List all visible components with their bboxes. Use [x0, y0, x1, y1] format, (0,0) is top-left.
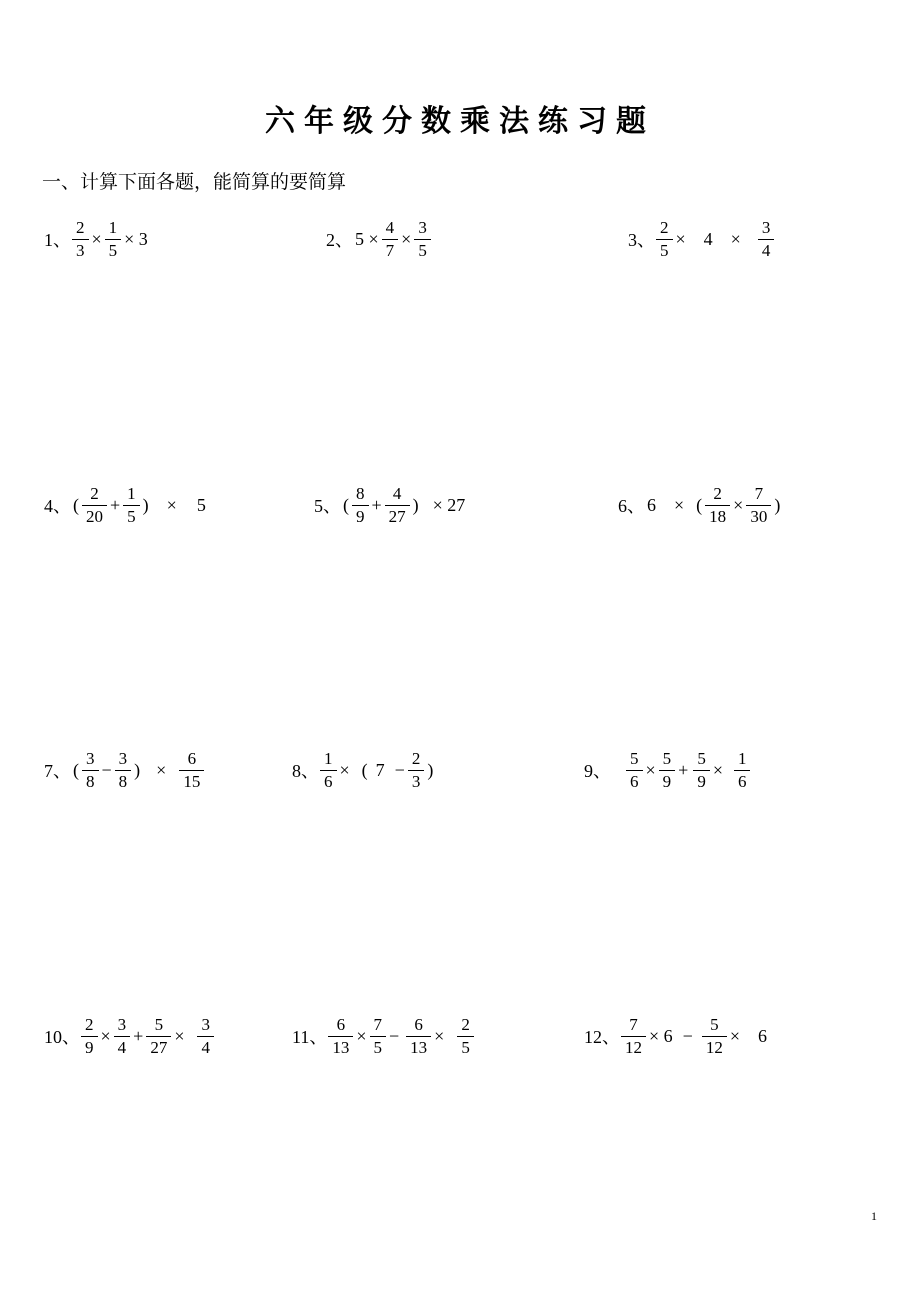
math-operator: × [712, 759, 723, 780]
problem-label: 6、 [618, 496, 645, 516]
worksheet-title: 六年级分数乘法练习题 [265, 104, 655, 139]
fraction [105, 217, 122, 262]
math-operator: ) [142, 494, 149, 515]
math-operator: + [678, 759, 689, 780]
problem-10 [44, 1004, 215, 1068]
problem-1 [44, 207, 150, 271]
fraction-numerator: 7 [373, 1014, 382, 1034]
fraction-denominator: 12 [702, 1036, 727, 1059]
math-operator: ( [361, 759, 368, 780]
fraction-denominator: 8 [115, 770, 132, 793]
fraction-denominator: 8 [82, 770, 99, 793]
fraction [457, 1014, 474, 1059]
math-operator: 4 [703, 228, 713, 249]
problem-label: 7、 [44, 761, 71, 781]
problem-6 [618, 473, 782, 537]
fraction-denominator: 5 [123, 505, 140, 528]
fraction [621, 1014, 646, 1059]
problem-label: 2、 [326, 230, 353, 250]
fraction [693, 748, 710, 793]
fraction-denominator: 3 [408, 770, 425, 793]
math-operator: × [356, 1025, 367, 1046]
fraction [406, 1014, 431, 1059]
math-operator: 5 [196, 494, 206, 515]
fraction-numerator: 4 [385, 217, 395, 237]
fraction [146, 1014, 171, 1059]
math-operator: ) [412, 494, 419, 515]
problem-3 [628, 207, 775, 271]
fraction-denominator: 9 [659, 770, 676, 793]
fraction-numerator: 7 [754, 483, 764, 503]
fraction-denominator: 12 [621, 1036, 646, 1059]
page-number: 1 [871, 1209, 877, 1223]
fraction [179, 748, 204, 793]
math-operator: ) [134, 759, 141, 780]
section-heading: 一、计算下面各题，能简算的要简算 [42, 171, 347, 193]
fraction [382, 217, 399, 262]
problem-label: 10、 [44, 1027, 80, 1047]
fraction-denominator: 9 [81, 1036, 98, 1059]
fraction-numerator: 5 [154, 1014, 164, 1034]
problem-label: 5、 [314, 496, 341, 516]
fraction-denominator: 13 [406, 1036, 431, 1059]
math-operator: × [156, 759, 167, 780]
fraction-denominator: 18 [705, 505, 730, 528]
problem-label: 8、 [292, 761, 319, 781]
problem-4 [44, 473, 208, 537]
problem-label: 12、 [584, 1027, 620, 1047]
fraction-numerator: 5 [662, 748, 672, 768]
math-operator: 5 × [355, 228, 379, 249]
math-operator: + [110, 494, 121, 515]
math-operator: + [133, 1025, 144, 1046]
fraction-numerator: 6 [336, 1014, 346, 1034]
math-operator: ) [427, 759, 434, 780]
fraction-numerator: 2 [411, 748, 421, 768]
fraction [115, 748, 132, 793]
problem-12 [584, 1004, 769, 1068]
fraction-numerator: 7 [629, 1014, 638, 1034]
problem-9 [584, 738, 751, 802]
fraction-numerator: 5 [697, 748, 706, 768]
problem-2 [326, 207, 432, 271]
fraction-denominator: 3 [72, 239, 89, 262]
fraction-numerator: 3 [761, 217, 771, 237]
math-operator: × [100, 1025, 111, 1046]
fraction [82, 483, 107, 528]
fraction-denominator: 4 [197, 1036, 214, 1059]
fraction-numerator: 5 [630, 748, 639, 768]
problem-label: 11、 [292, 1027, 328, 1047]
fraction-denominator: 7 [382, 239, 399, 262]
fraction [414, 217, 431, 262]
math-operator: − [389, 1025, 400, 1046]
problem-11 [292, 1004, 475, 1068]
math-operator: ( [73, 759, 79, 780]
fraction-denominator: 13 [328, 1036, 353, 1059]
fraction-numerator: 8 [356, 483, 365, 503]
fraction [82, 748, 99, 793]
math-operator: × [339, 759, 350, 780]
math-operator: 7 [375, 759, 385, 780]
fraction-denominator: 6 [320, 770, 337, 793]
fraction-denominator: 9 [352, 505, 369, 528]
math-operator: 6 [647, 494, 656, 515]
math-operator: + [371, 494, 382, 515]
fraction-numerator: 3 [117, 1014, 127, 1034]
math-operator: × [434, 1025, 445, 1046]
fraction-numerator: 2 [713, 483, 722, 503]
problem-label: 1、 [44, 230, 71, 250]
fraction-denominator: 5 [656, 239, 673, 262]
fraction-denominator: 5 [370, 1036, 387, 1059]
math-operator: × 27 [432, 494, 466, 515]
fraction-denominator: 27 [146, 1036, 171, 1059]
fraction-numerator: 3 [418, 217, 427, 237]
math-operator: × [645, 759, 656, 780]
problem-8 [292, 738, 435, 802]
math-operator: ( [696, 494, 703, 515]
fraction-numerator: 6 [414, 1014, 423, 1034]
fraction-numerator: 1 [737, 748, 747, 768]
fraction [758, 217, 775, 262]
fraction [408, 748, 425, 793]
fraction [328, 1014, 353, 1059]
fraction [72, 217, 89, 262]
fraction-numerator: 1 [127, 483, 136, 503]
problem-7 [44, 738, 205, 802]
fraction-denominator: 27 [385, 505, 410, 528]
fraction [123, 483, 140, 528]
fraction-numerator: 5 [710, 1014, 719, 1034]
fraction-denominator: 6 [734, 770, 751, 793]
fraction-numerator: 2 [76, 217, 85, 237]
math-operator: × 6 [649, 1025, 673, 1046]
fraction-numerator: 3 [118, 748, 128, 768]
fraction [746, 483, 771, 528]
fraction-denominator: 9 [693, 770, 710, 793]
fraction [734, 748, 751, 793]
math-operator: − [394, 759, 405, 780]
fraction [114, 1014, 131, 1059]
fraction-numerator: 3 [86, 748, 95, 768]
fraction-denominator: 5 [457, 1036, 474, 1059]
fraction-denominator: 6 [626, 770, 643, 793]
problem-label: 3、 [628, 230, 655, 250]
fraction-numerator: 1 [108, 217, 118, 237]
fraction [81, 1014, 98, 1059]
math-operator: × [729, 1025, 740, 1046]
fraction-numerator: 6 [187, 748, 197, 768]
math-operator: × [674, 494, 685, 515]
fraction [370, 1014, 387, 1059]
math-operator: − [682, 1025, 693, 1046]
fraction-denominator: 4 [758, 239, 775, 262]
fraction [385, 483, 410, 528]
fraction-numerator: 2 [660, 217, 669, 237]
fraction-numerator: 3 [201, 1014, 210, 1034]
math-operator: ) [774, 494, 781, 515]
fraction [705, 483, 730, 528]
math-operator: × [730, 228, 741, 249]
math-operator: × [675, 228, 686, 249]
math-operator: × [91, 228, 102, 249]
fraction-denominator: 5 [105, 239, 122, 262]
fraction-denominator: 15 [179, 770, 204, 793]
math-operator: 6 [757, 1025, 767, 1046]
math-operator: × [174, 1025, 185, 1046]
fraction-numerator: 4 [392, 483, 402, 503]
fraction-denominator: 30 [746, 505, 771, 528]
fraction [197, 1014, 214, 1059]
fraction-denominator: 4 [114, 1036, 131, 1059]
math-operator: ( [73, 494, 79, 515]
fraction-numerator: 2 [90, 483, 99, 503]
math-operator: − [101, 759, 112, 780]
fraction [352, 483, 369, 528]
fraction-denominator: 20 [82, 505, 107, 528]
fraction [656, 217, 673, 262]
fraction [320, 748, 337, 793]
fraction-numerator: 2 [85, 1014, 94, 1034]
math-operator: × 3 [124, 228, 148, 249]
problem-label: 9、 [584, 761, 611, 781]
problem-5 [314, 473, 467, 537]
fraction [659, 748, 676, 793]
math-operator: ( [343, 494, 349, 515]
fraction-numerator: 2 [461, 1014, 470, 1034]
problem-label: 4、 [44, 496, 71, 516]
math-operator: × [733, 494, 744, 515]
math-operator: × [401, 228, 412, 249]
fraction [702, 1014, 727, 1059]
math-operator: × [166, 494, 177, 515]
fraction [626, 748, 643, 793]
fraction-numerator: 1 [324, 748, 333, 768]
fraction-denominator: 5 [414, 239, 431, 262]
